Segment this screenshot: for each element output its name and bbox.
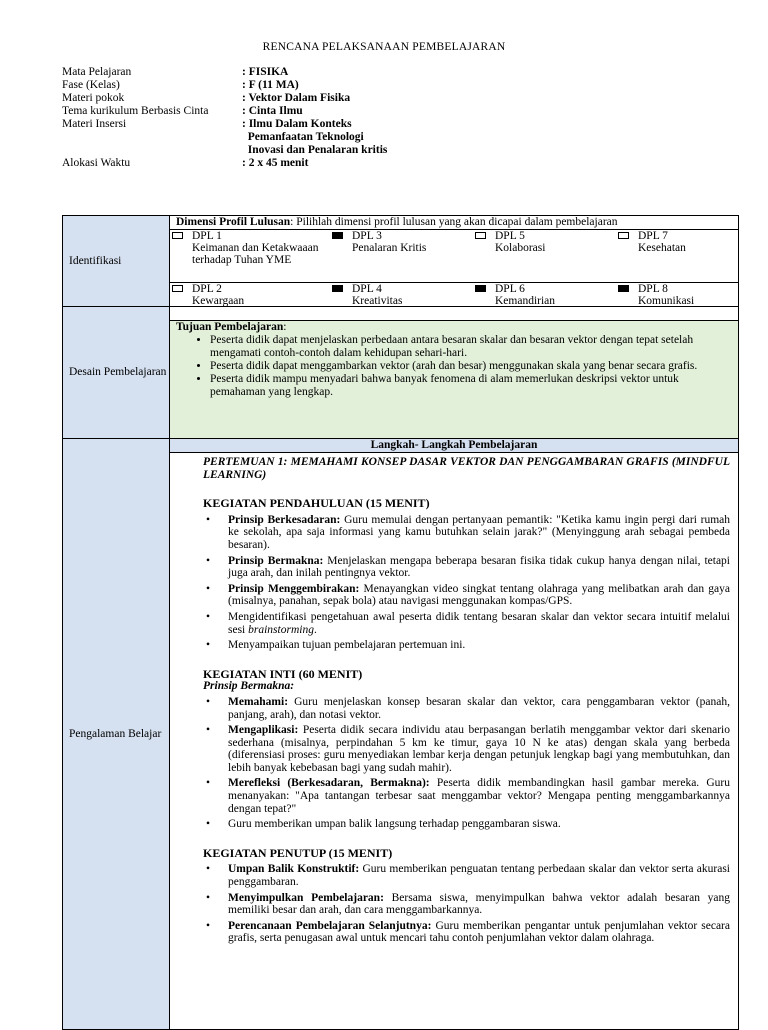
row-pengalaman: [63, 438, 738, 1029]
list-item: [203, 583, 730, 608]
dpl-text: [192, 230, 330, 282]
dpl-text: [495, 283, 555, 307]
dpl-item: [616, 230, 738, 282]
dpl-header-bold: Dimensi Profil Lulusan: [176, 216, 291, 228]
dpl-item: [473, 230, 616, 282]
item-text: Menjelaskan mengapa beberapa besaran fisika tidak cukup hanya dengan nilai, tetapi juga arah, dan inilah pentingnya vektor.: [228, 554, 730, 580]
meta-row: [62, 79, 722, 92]
checkbox-icon[interactable]: [332, 285, 343, 292]
dpl-header-text: : Pilihlah dimensi profil lulusan yang akan dicapai dalam pembelajaran: [290, 216, 618, 228]
meta-label: Fase (Kelas): [62, 79, 120, 91]
dpl-code: DPL 4: [352, 283, 382, 295]
meta-value: Pemanfaatan Teknologi: [242, 131, 364, 143]
dpl-name: Keimanan dan Ketakwaaan terhadap Tuhan YME: [192, 242, 319, 266]
dpl-code: DPL 3: [352, 230, 382, 242]
item-principle: Perencanaan Pembelajaran Selanjutnya:: [228, 919, 432, 932]
dpl-code: DPL 2: [192, 283, 222, 295]
dpl-name: Kreativitas: [352, 295, 403, 307]
goal-item: • Peserta didik mampu menyadari bahwa banyak fenomena di alam memerlukan deskripsi vektor untuk pemahaman yang lengkap.: [210, 373, 732, 399]
label-desain: Desain Pembelajaran: [63, 307, 170, 438]
meta-row: [62, 92, 722, 105]
label-pengalaman: Pengalaman Belajar: [63, 439, 170, 1029]
item-text: Menyampaikan tujuan pembelajaran pertemuan ini.: [228, 639, 466, 652]
item-text: Peserta didik secara individu atau berpasangan berlatih menggambar vektor dari skenario sederhana (misalnya, perpindahan 5 km ke timur, gaya 10 N ke atas) dengan skala yang berbeda (diferensiasi proses: guru menyediakan lembar kerja dengan petunjuk lengkap bagi yang membutuhkan, dan lebih banyak kebebasan bagi yang sudah mahir).: [228, 724, 730, 774]
pendahuluan-list: [203, 514, 730, 652]
item-text: Menayangkan video singkat tentang olahraga yang melibatkan arah dan gaya (misalnya, panahan, sepak bola) atau navigasi menggunakan kompas/GPS.: [228, 582, 730, 608]
meta-label: [62, 144, 242, 157]
dpl-name: Kesehatan: [638, 242, 686, 254]
item-text: Guru menjelaskan konsep besaran skalar dan vektor, cara penggambaran vektor (panah, panjang, arah), dan notasi vektor.: [228, 695, 730, 721]
meta-value: : 2 x 45 menit: [242, 157, 309, 169]
dpl-text: [495, 230, 545, 282]
checkbox-icon[interactable]: [475, 285, 486, 292]
dpl-name: Kemandirian: [495, 295, 556, 307]
meta-label: Mata Pelajaran: [62, 66, 132, 78]
checkbox-icon[interactable]: [332, 232, 343, 239]
meta-label: Alokasi Waktu: [62, 157, 131, 169]
penutup-list: [203, 863, 730, 945]
meta-value: : FISIKA: [242, 66, 289, 78]
dpl-code: DPL 7: [638, 230, 668, 242]
inti-subtitle: Prinsip Bermakna:: [203, 680, 295, 693]
label-identifikasi: Identifikasi: [63, 216, 170, 306]
list-item: [203, 863, 730, 888]
meta-row: [62, 118, 722, 131]
meta-row: [62, 66, 722, 79]
item-text: Guru memberikan penguatan tentang perbedaan skalar dan vektor serta akurasi penggambaran.: [228, 863, 730, 889]
dpl-item: [473, 283, 616, 307]
meta-value: Inovasi dan Penalaran kritis: [242, 144, 388, 156]
item-text: Guru memberikan umpan balik langsung terhadap penggambaran siswa.: [228, 818, 561, 831]
meta-label: [62, 131, 242, 144]
meta-value: : Vektor Dalam Fisika: [242, 92, 351, 104]
meta-block: [62, 66, 722, 170]
penutup-title: KEGIATAN PENUTUP (15 MENIT): [203, 845, 393, 860]
dpl-text: [352, 283, 402, 307]
meta-value: : Cinta Ilmu: [242, 105, 303, 117]
item-text: Bersama siswa, menyimpulkan bahwa vektor adalah besaran yang memiliki besar dan arah, dan cara menggambarkannya.: [228, 891, 730, 917]
item-principle: Merefleksi (Berkesadaran, Bermakna):: [228, 777, 430, 790]
list-item: [203, 514, 730, 552]
langkah-header: Langkah- Langkah Pembelajaran: [170, 439, 738, 453]
meeting-title: PERTEMUAN 1: MEMAHAMI KONSEP DASAR VEKTOR DAN PENGGAMBARAN GRAFIS (MINDFUL LEARNING): [203, 456, 730, 481]
learning-goals: Tujuan Pembelajaran: • Peserta didik dapat menjelaskan perbedaan antara besaran skalar dan besaran vektor dengan tepat setelah mengamati contoh-contoh dalam kehidupan sehari-hari. • Peserta didik dapat menggambarkan vektor (arah dan besar) menggunakan skala yang benar secara grafis. • Peserta didik mampu menyadari bahwa banyak fenomena di alam memerlukan deskripsi vektor untuk pemahaman yang lengkap.: [170, 321, 738, 438]
list-item: [203, 818, 730, 831]
pendahuluan-title: KEGIATAN PENDAHULUAN (15 MENIT): [203, 496, 430, 511]
meta-label: Materi pokok: [62, 92, 125, 104]
dpl-code: DPL 1: [192, 230, 222, 242]
dpl-text: [638, 230, 686, 282]
inti-list: [203, 696, 730, 831]
item-text: Guru memulai dengan pertanyaan pemantik: "Ketika kamu ingin pergi dari rumah ke sekolah, apa saja informasi yang kamu butuhkan selain jarak?" (Menyinggung arah sebagai pembeda besaran).: [228, 513, 730, 551]
item-principle: Mengaplikasi:: [228, 724, 299, 737]
list-item: [203, 724, 730, 774]
dpl-code: DPL 8: [638, 283, 668, 295]
list-item: [203, 892, 730, 917]
dpl-item: [170, 230, 330, 282]
item-text: Guru memberikan pengantar untuk penjumlahan vektor secara grafis, serta penugasan awal untuk mencari tahu contoh penjumlahan vektor dalam olahraga.: [228, 919, 730, 945]
item-principle: Menyimpulkan Pembelajaran:: [228, 891, 384, 904]
item-text: Mengidentifikasi pengetahuan awal peserta didik tentang besaran skalar dan vektor secara intuitif melalui sesi: [228, 610, 730, 636]
dpl-item: [616, 283, 738, 307]
checkbox-icon[interactable]: [618, 232, 629, 239]
list-item: [203, 777, 730, 815]
meta-value: : F (11 MA): [242, 79, 299, 91]
dpl-name: Kolaborasi: [495, 242, 546, 254]
checkbox-icon[interactable]: [475, 232, 486, 239]
dpl-text: [352, 230, 426, 282]
rpp-table: [62, 215, 739, 1030]
meta-label: Materi Insersi: [62, 118, 127, 130]
goals-heading: Tujuan Pembelajaran: [176, 321, 284, 333]
langkah-body: [170, 453, 738, 945]
item-principle: Prinsip Berkesadaran:: [228, 513, 341, 526]
meta-value: : Ilmu Dalam Konteks: [242, 118, 352, 130]
goal-item: • Peserta didik dapat menjelaskan perbedaan antara besaran skalar dan besaran vektor dengan tepat setelah mengamati contoh-contoh dalam kehidupan sehari-hari.: [210, 334, 732, 360]
dpl-name: Komunikasi: [638, 295, 695, 307]
list-item: [203, 920, 730, 945]
meta-row: [62, 131, 722, 144]
list-item: [203, 639, 730, 652]
dpl-name: Penalaran Kritis: [352, 242, 427, 254]
meta-row: [62, 105, 722, 118]
dpl-code: DPL 6: [495, 283, 525, 295]
item-italic: brainstorming: [248, 623, 314, 636]
dpl-name: Kewargaan: [192, 295, 245, 307]
dpl-text: [638, 283, 694, 307]
dpl-item: [170, 283, 330, 307]
list-item: [203, 611, 730, 636]
goals-list: [176, 334, 732, 399]
item-principle: Memahami:: [228, 695, 289, 708]
checkbox-icon[interactable]: [172, 232, 183, 239]
document-title: RENCANA PELAKSANAAN PEMBELAJARAN: [262, 41, 506, 53]
checkbox-icon[interactable]: [172, 285, 183, 292]
row-identifikasi: [63, 216, 738, 306]
item-principle: Prinsip Menggembirakan:: [228, 582, 360, 595]
dpl-item: [330, 230, 473, 282]
row-desain: [63, 306, 738, 438]
dpl-row-1: [170, 230, 738, 283]
list-item: [203, 555, 730, 580]
identifikasi-content: [170, 216, 738, 306]
spacer-row: [170, 307, 738, 321]
pengalaman-content: [170, 439, 738, 1029]
meta-row: [62, 144, 722, 157]
dpl-text: [192, 283, 244, 307]
meta-label: Tema kurikulum Berbasis Cinta: [62, 105, 209, 117]
dpl-code: DPL 5: [495, 230, 525, 242]
item-after: .: [313, 623, 317, 636]
desain-content: [170, 307, 738, 438]
meta-row: [62, 157, 722, 170]
list-item: [203, 696, 730, 721]
checkbox-icon[interactable]: [618, 285, 629, 292]
dpl-item: [330, 283, 473, 307]
item-principle: Umpan Balik Konstruktif:: [228, 863, 360, 876]
dpl-header: [170, 216, 738, 230]
item-principle: Prinsip Bermakna:: [228, 554, 324, 567]
goal-item: • Peserta didik dapat menggambarkan vektor (arah dan besar) menggunakan skala yang benar secara grafis.: [210, 360, 732, 373]
dpl-row-2: [170, 283, 738, 306]
item-text: Peserta didik membandingkan hasil gambar mereka. Guru menanyakan: "Apa tantangan terbesar saat menggambar vektor? Mengapa penting menggambarkannya dengan tepat?": [228, 777, 730, 815]
inti-title: KEGIATAN INTI (60 MENIT): [203, 666, 363, 681]
